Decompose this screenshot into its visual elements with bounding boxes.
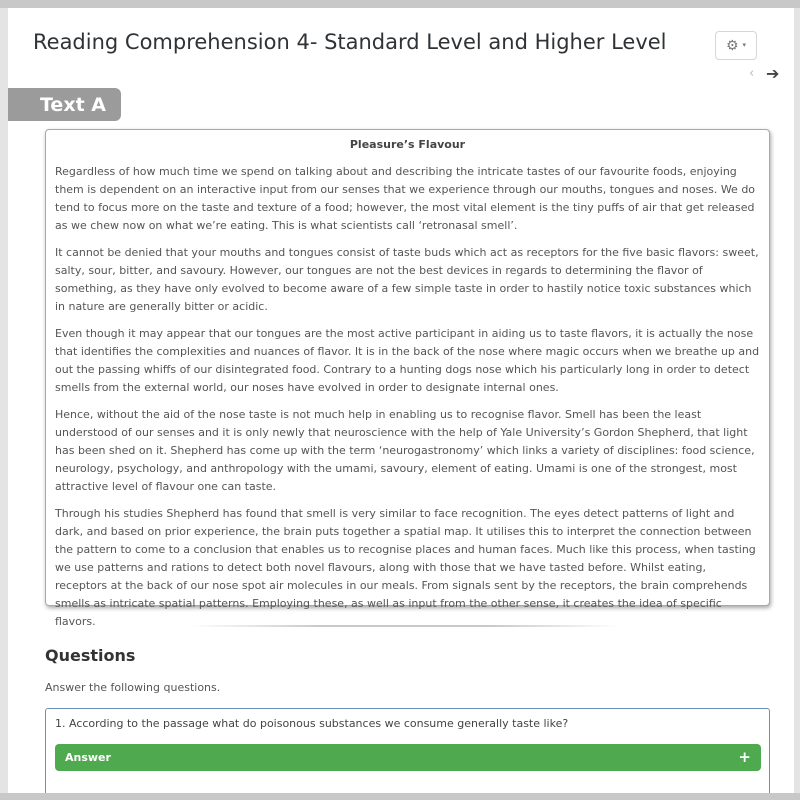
passage-paragraph: It cannot be denied that your mouths and tongues consist of taste buds which act as receptors for the five basic flavors: sweet, salty, sour, bitter, and savoury. However, our tongues are not the best devices in regards to determining the flavor of something, as they have only evolved to become aware of a few simple taste in order to hastily notice toxic substances which in nature are generally bitter or acidic. xyxy=(55,246,759,313)
plus-icon: + xyxy=(738,748,751,766)
passage-title: Pleasure’s Flavour xyxy=(349,138,466,151)
passage-paragraph: Hence, without the aid of the nose taste is not much help in enabling us to recognise flavor. Smell has been the least understood of our senses and it is only newly that neuroscience with the help of Yale University’s Gordon Shepherd, that light has been shed on it. Shepherd has come up with the term ‘neurogastronomy’ which links a variety of disciplines: food science, neurology, psychology, and anthropology with the umami, savoury, element of eating. Umami is one of the strongest, most attractive level of flavour one can taste. xyxy=(55,408,755,493)
text-tab-label: Text A xyxy=(40,93,106,116)
top-frame-bar xyxy=(0,0,800,8)
passage-box xyxy=(45,129,770,628)
settings-dropdown-button[interactable] xyxy=(715,31,757,60)
questions-instructions: Answer the following questions. xyxy=(45,681,221,694)
page-title: Reading Comprehension 4- Standard Level and Higher Level xyxy=(33,30,667,54)
question-text: 1. According to the passage what do poisonous substances we consume generally taste like? xyxy=(55,717,569,730)
question-card xyxy=(45,708,770,800)
right-frame-edge xyxy=(794,8,800,793)
passage-paragraph: Through his studies Shepherd has found that smell is very similar to face recognition. The eyes detect patterns of light and dark, and based on prior experience, the brain puts together a spatial map. It utilises this to interpret the connection between the pattern to come to a conclusion that enables us to recognise places and human faces. Much like this process, when tasting we use patterns and rations to detect both novel flavours, along with those that we have tasted before. Whilst eating, receptors at the back of our nose spot air molecules in our meals. From signals sent by the receptors, the brain comprehends smells as intricate spatial patterns. Employing these, as well as input from the other sense, it creates the idea of specific flavors. xyxy=(55,507,756,628)
answer-label: Answer xyxy=(65,751,111,764)
caret-down-icon: ▾ xyxy=(742,41,747,49)
arrow-right-icon[interactable]: ➔ xyxy=(766,64,780,83)
bottom-frame-bar xyxy=(0,793,800,800)
chevron-left-icon[interactable]: ‹ xyxy=(749,66,755,81)
answer-toggle-button[interactable] xyxy=(55,744,761,771)
section-divider xyxy=(190,625,620,627)
left-frame-edge xyxy=(0,8,8,793)
text-a-tab xyxy=(8,88,121,121)
passage-paragraph: Regardless of how much time we spend on talking about and describing the intricate tastes of our favourite foods, enjoying them is dependent on an interactive input from our senses that we experience through our mouths, tongues and noses. We do tend to focus more on the taste and texture of a food; however, the most vital element is the tiny puffs of air that get released as we chew now on what we’re eating. This is what scientists call ‘retronasal smell’. xyxy=(55,165,756,232)
gear-icon: ⚙ xyxy=(725,37,739,54)
passage-paragraph: Even though it may appear that our tongues are the most active participant in aiding us to taste flavors, it is actually the nose that identifies the complexities and nuances of flavor. It is in the back of the nose where magic occurs when we breathe up and out the passing whiffs of our disintegrated food. Contrary to a hunting dogs nose which his particularly long in order to detect smells from the external world, our noses have evolved in order to designate internal ones. xyxy=(55,327,760,394)
questions-heading: Questions xyxy=(45,646,136,665)
